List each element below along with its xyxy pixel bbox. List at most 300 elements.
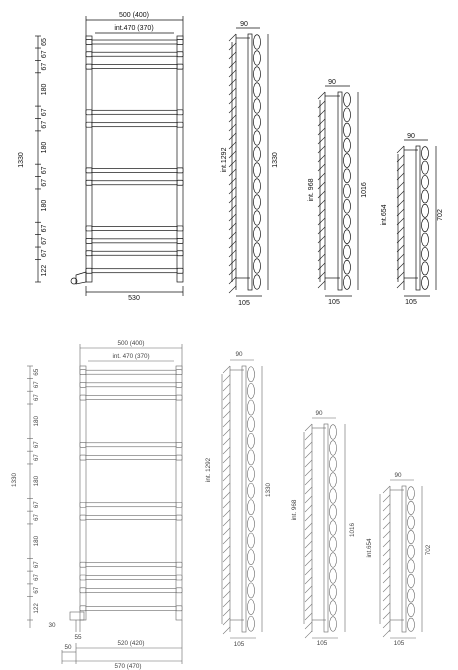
bar-section [330, 505, 337, 520]
wall-hatch [223, 609, 230, 616]
radiator-bar [92, 239, 177, 243]
wall-hatch [305, 496, 312, 503]
bar-cap [80, 382, 86, 387]
bar-section [248, 533, 255, 548]
radiator-bars [80, 370, 182, 611]
bottom-side-view-1016 [291, 410, 356, 647]
segment-label: 67 [41, 178, 48, 187]
height-segments [27, 366, 40, 620]
wall-hatch [305, 559, 312, 566]
bar-section [422, 190, 429, 203]
bar-cap [176, 395, 182, 400]
bar-cap [86, 40, 92, 45]
wall-hatch [383, 567, 390, 574]
bottom-offset-30: 30 [48, 622, 56, 629]
bar-section [330, 441, 337, 456]
bar-cap [176, 370, 182, 375]
radiator-bar [92, 52, 177, 56]
bar-section [248, 566, 255, 581]
rail-pipe [324, 424, 328, 632]
wall-hatch [305, 541, 312, 548]
bar-cap [176, 442, 182, 447]
wall-hatch [229, 259, 236, 266]
wall-hatch [229, 142, 236, 149]
bar-section [344, 138, 351, 152]
wall-hatch [318, 236, 325, 243]
bar-section [248, 433, 255, 448]
wall-hatch [223, 429, 230, 436]
radiator-bar [86, 443, 176, 447]
wall-hatch [223, 411, 230, 418]
wall-hatch [305, 469, 312, 476]
bar-section [408, 487, 415, 500]
bar-cap [177, 168, 183, 173]
bar-section [254, 163, 261, 178]
radiator-bar [92, 181, 177, 185]
wall-hatch [229, 70, 236, 77]
wall-hatch [305, 433, 312, 440]
bar-section [408, 618, 415, 631]
bar-cap [176, 575, 182, 580]
bar-section [344, 275, 351, 289]
wall-hatch [229, 106, 236, 113]
bar-section [254, 99, 261, 114]
bar-section [248, 483, 255, 498]
bar-section [248, 467, 255, 482]
rail-pipe [248, 34, 252, 290]
right-rail [177, 36, 183, 282]
bar-cap [86, 110, 92, 115]
bar-section [330, 489, 337, 504]
wall-hatch [305, 505, 312, 512]
wall-hatch [229, 187, 236, 194]
bar-cap [86, 226, 92, 231]
wall-hatch [383, 576, 390, 583]
wall-hatch [229, 43, 236, 50]
segment-label: 67 [41, 249, 48, 258]
bottom-height-total: 1330 [11, 472, 18, 488]
bar-section [422, 262, 429, 275]
top-1330-height: 1330 [272, 152, 279, 168]
bar-cap [177, 122, 183, 127]
top-bottom-width: 530 [128, 295, 140, 302]
bar-cap [176, 455, 182, 460]
segment-label: 180 [41, 199, 48, 212]
bottom-pipe-offset: 55 [74, 634, 82, 641]
radiator-bar [86, 576, 176, 580]
wall-hatch [383, 522, 390, 529]
segment-label: 67 [41, 50, 48, 59]
wall-hatch [223, 492, 230, 499]
bottom-width-570: 570 (470) [114, 663, 142, 670]
top-width-internal: int.470 (370) [114, 25, 154, 32]
bar-cap [80, 575, 86, 580]
bar-cap [80, 588, 86, 593]
bar-section [422, 204, 429, 217]
radiator-bar [86, 516, 176, 520]
wall-hatch [383, 540, 390, 547]
bar-cap [177, 64, 183, 69]
wall-hatch [305, 523, 312, 530]
bar-section [248, 550, 255, 565]
wall-hatch [383, 495, 390, 502]
wall-hatch [223, 447, 230, 454]
bar-cap [80, 370, 86, 375]
bar-section [422, 219, 429, 232]
wall-hatch [305, 631, 312, 638]
bar-cap [86, 180, 92, 185]
segment-label: 67 [41, 224, 48, 233]
bar-cap [177, 52, 183, 57]
bar-section [248, 367, 255, 382]
wall-hatch [223, 582, 230, 589]
wall-hatch [318, 245, 325, 252]
top-width-total: 500 (400) [119, 12, 149, 19]
left-rail [86, 36, 92, 282]
bar-section [248, 500, 255, 515]
bar-section [344, 245, 351, 259]
bar-cap [176, 588, 182, 593]
bottom-side-view-1330 [205, 351, 272, 648]
wall-hatch [318, 227, 325, 234]
top-1016-height: 1016 [361, 182, 368, 198]
segment-label: 67 [33, 514, 40, 522]
bar-section [248, 417, 255, 432]
bar-section [330, 585, 337, 600]
wall-hatch [229, 169, 236, 176]
wall-hatch [229, 232, 236, 239]
rail-pipe [402, 486, 406, 632]
bar-section [330, 425, 337, 440]
bottom-702-depth-bottom: 105 [393, 640, 405, 647]
wall-hatch [383, 603, 390, 610]
wall-hatch [318, 218, 325, 225]
bar-section [248, 600, 255, 615]
segment-label: 65 [41, 38, 48, 46]
rail-pipe [242, 366, 246, 632]
top-1016-internal: int. 968 [308, 178, 315, 202]
radiator-bar [86, 383, 176, 387]
bar-section [254, 211, 261, 226]
radiator-bar [92, 65, 177, 69]
bar-section [254, 179, 261, 194]
wall-hatch [318, 209, 325, 216]
bar-cap [177, 180, 183, 185]
bar-cap [177, 226, 183, 231]
segment-label: 67 [33, 381, 40, 389]
bar-section [254, 147, 261, 162]
segment-label: 180 [41, 141, 48, 154]
bottom-width-520: 520 (420) [117, 640, 145, 647]
bar-cap [86, 268, 92, 273]
bar-section [422, 161, 429, 174]
bar-cap [176, 502, 182, 507]
wall-hatch [397, 146, 404, 153]
bar-section [408, 603, 415, 616]
wall-hatch [223, 501, 230, 508]
wall-hatch [223, 564, 230, 571]
wall-hatch [318, 146, 325, 153]
bottom-offset-50: 50 [64, 644, 72, 651]
top-front-view [18, 12, 183, 302]
bar-section [408, 501, 415, 514]
wall-hatch [383, 549, 390, 556]
wall-hatch [223, 627, 230, 634]
segment-label: 67 [41, 166, 48, 175]
bar-section [254, 195, 261, 210]
bar-section [248, 383, 255, 398]
bottom-1016-depth-bottom: 105 [316, 640, 328, 647]
bar-section [344, 93, 351, 107]
bar-cap [176, 515, 182, 520]
bar-cap [177, 251, 183, 256]
wall-hatch [305, 577, 312, 584]
bar-cap [86, 64, 92, 69]
radiator-bar [86, 588, 176, 592]
bottom-1330-depth-bottom: 105 [233, 641, 245, 648]
bottom-1330-internal: int. 1292 [205, 457, 212, 483]
wall-hatch [383, 558, 390, 565]
height-segments [35, 36, 48, 282]
wall-hatch [305, 424, 312, 431]
segment-label: 67 [33, 561, 40, 569]
rail-pipe [416, 146, 420, 290]
bar-section [254, 67, 261, 82]
bar-cap [80, 562, 86, 567]
bar-section [254, 51, 261, 66]
wall-hatch [223, 510, 230, 517]
segment-label: 67 [33, 441, 40, 449]
bar-section [344, 108, 351, 122]
bar-cap [80, 455, 86, 460]
wall-hatch [318, 173, 325, 180]
segment-label: 67 [41, 108, 48, 117]
top-702-internal: int.654 [381, 204, 388, 226]
bar-section [344, 215, 351, 229]
radiator-bar [92, 226, 177, 230]
wall-hatch [223, 402, 230, 409]
radiator-bar [92, 123, 177, 127]
segment-label: 180 [33, 475, 40, 487]
segment-label: 67 [33, 454, 40, 462]
wall-hatch [229, 205, 236, 212]
wall-hatch [229, 277, 236, 284]
bottom-1330-height: 1330 [265, 482, 272, 498]
wall-hatch [318, 119, 325, 126]
bar-section [254, 131, 261, 146]
bar-section [422, 276, 429, 289]
rail-pipe [338, 92, 342, 290]
bar-section [408, 530, 415, 543]
bar-section [408, 574, 415, 587]
bar-section [344, 184, 351, 198]
wall-hatch [229, 268, 236, 275]
bar-section [254, 83, 261, 98]
bar-section [344, 199, 351, 213]
top-702-depth-bottom: 105 [405, 299, 417, 306]
wall-hatch [223, 384, 230, 391]
wall-hatch [223, 546, 230, 553]
wall-hatch [383, 513, 390, 520]
bar-cap [80, 515, 86, 520]
bar-section [408, 589, 415, 602]
wall-hatch [305, 613, 312, 620]
wall-hatch [223, 393, 230, 400]
bottom-702-height: 702 [425, 544, 432, 556]
radiator-bar [86, 456, 176, 460]
segment-label: 67 [33, 573, 40, 582]
wall-hatch [305, 514, 312, 521]
bottom-front-view [11, 340, 182, 670]
bar-cap [177, 110, 183, 115]
radiator-bar [92, 251, 177, 255]
wall-hatch [229, 214, 236, 221]
radiator-bar [86, 503, 176, 507]
segment-label: 67 [41, 236, 48, 245]
wall-hatch [305, 478, 312, 485]
segment-label: 180 [41, 83, 48, 96]
segment-label: 67 [33, 586, 40, 594]
wall-hatch [229, 178, 236, 185]
top-1016-depth-bottom: 105 [328, 299, 340, 306]
wall-hatch [223, 600, 230, 607]
bar-section [330, 537, 337, 552]
bar-cap [86, 238, 92, 243]
bar-cap [176, 562, 182, 567]
wall-hatch [305, 460, 312, 467]
bar-section [254, 259, 261, 274]
bottom-1016-height: 1016 [349, 522, 356, 538]
wall-hatch [229, 61, 236, 68]
wall-hatch [305, 451, 312, 458]
wall-hatch [305, 622, 312, 629]
bar-cap [80, 442, 86, 447]
wall-hatch [383, 585, 390, 592]
wall-hatch [305, 487, 312, 494]
wall-hatch [229, 151, 236, 158]
top-1330-internal: int.1292 [221, 147, 228, 173]
wall-hatch [383, 531, 390, 538]
bar-cap [80, 606, 86, 611]
bar-section [330, 473, 337, 488]
bar-cap [176, 606, 182, 611]
segment-label: 122 [33, 603, 40, 614]
wall-hatch [229, 250, 236, 257]
top-side-view-1330 [221, 21, 279, 307]
wall-hatch [318, 128, 325, 135]
wall-hatch [223, 474, 230, 481]
bar-cap [80, 502, 86, 507]
wall-hatch [318, 272, 325, 279]
bar-section [254, 275, 261, 290]
wall-hatch [318, 182, 325, 189]
left-rail [80, 366, 86, 620]
bar-section [330, 553, 337, 568]
radiator-bar [86, 606, 176, 610]
wall-hatch [223, 555, 230, 562]
bottom-702-internal: int.654 [366, 538, 373, 558]
bar-section [344, 169, 351, 183]
segment-label: 67 [33, 394, 40, 402]
wall-hatch [318, 164, 325, 171]
bar-section [330, 457, 337, 472]
bar-section [408, 545, 415, 558]
radiator-bar [92, 168, 177, 172]
wall-hatch [229, 124, 236, 131]
bar-section [344, 260, 351, 274]
wall-hatch [383, 612, 390, 619]
wall-hatch [305, 442, 312, 449]
bar-section [422, 147, 429, 160]
right-rail [176, 366, 182, 620]
wall-hatch [223, 519, 230, 526]
wall-hatch [318, 155, 325, 162]
wall-hatch [229, 241, 236, 248]
bar-section [254, 115, 261, 130]
wall-hatch [305, 550, 312, 557]
wall-hatch [383, 486, 390, 493]
bar-section [422, 247, 429, 260]
wall-hatch [223, 438, 230, 445]
bottom-702-depth-top: 90 [394, 472, 402, 479]
wall-hatch [229, 79, 236, 86]
wall-hatch [229, 160, 236, 167]
segment-label: 180 [33, 535, 40, 547]
segment-label: 65 [33, 368, 40, 376]
wall-hatch [397, 281, 404, 288]
bar-section [248, 400, 255, 415]
bar-section [408, 560, 415, 573]
wall-hatch [383, 630, 390, 637]
bar-section [422, 175, 429, 188]
wall-hatch [305, 532, 312, 539]
wall-hatch [305, 595, 312, 602]
wall-hatch [318, 263, 325, 270]
bar-section [330, 617, 337, 632]
top-1016-depth-top: 90 [328, 79, 336, 86]
wall-hatch [318, 101, 325, 108]
wall-hatch [223, 528, 230, 535]
wall-hatch [223, 456, 230, 463]
wall-hatch [229, 196, 236, 203]
wall-hatch [223, 366, 230, 373]
bar-section [248, 616, 255, 631]
wall-hatch [318, 200, 325, 207]
bar-cap [177, 238, 183, 243]
radiator-bar [92, 40, 177, 44]
radiator-bar [92, 110, 177, 114]
segment-label: 180 [33, 415, 40, 427]
wall-hatch [229, 286, 236, 293]
bottom-1016-depth-top: 90 [315, 410, 323, 417]
radiator-bars [86, 40, 183, 274]
wall-hatch [318, 281, 325, 288]
wall-hatch [305, 568, 312, 575]
bar-section [330, 569, 337, 584]
wall-hatch [229, 133, 236, 140]
bar-section [344, 154, 351, 168]
bar-section [248, 516, 255, 531]
radiator-bar [92, 269, 177, 273]
bottom-width-internal: int. 470 (370) [112, 353, 150, 360]
wall-hatch [318, 191, 325, 198]
wall-hatch [223, 573, 230, 580]
top-height-total: 1330 [18, 152, 25, 168]
bar-cap [86, 122, 92, 127]
top-1330-depth-bottom: 105 [238, 300, 250, 307]
segment-label: 67 [41, 120, 48, 129]
bar-cap [177, 268, 183, 273]
